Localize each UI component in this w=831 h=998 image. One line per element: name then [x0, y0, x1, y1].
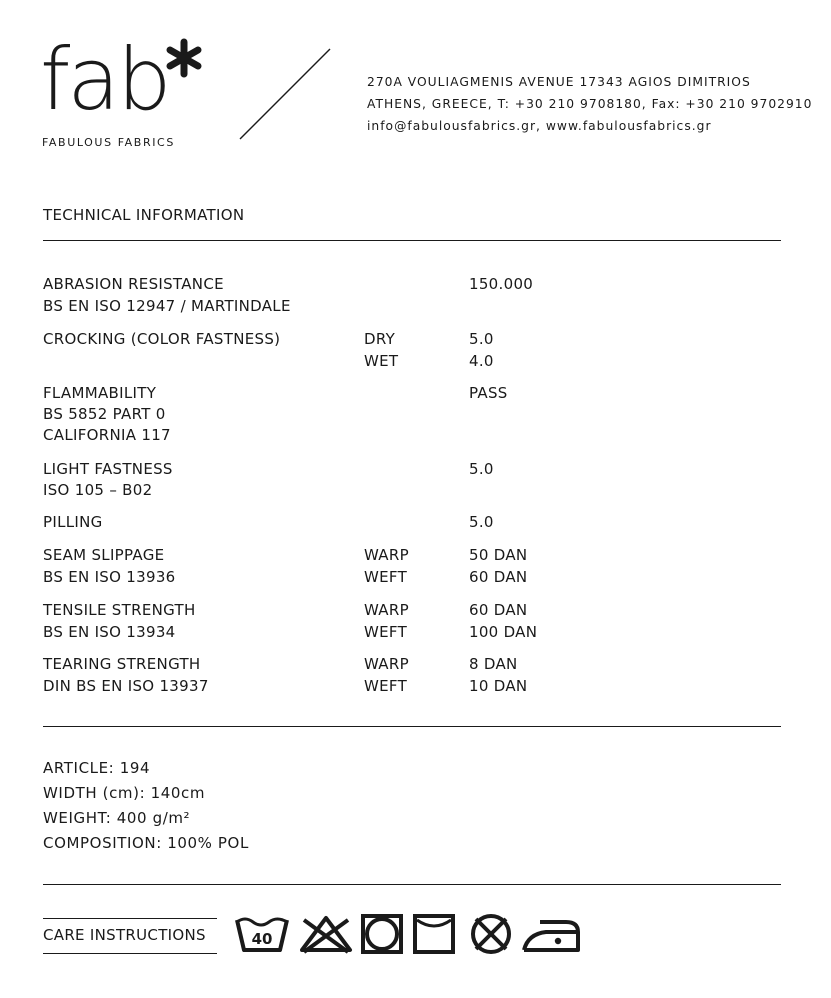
spec-condition: WARP: [364, 655, 409, 673]
do-not-dry-clean-icon: [468, 912, 514, 956]
line-dry-icon: [412, 912, 456, 956]
article-composition: COMPOSITION: 100% POL: [43, 834, 249, 852]
spec-condition: WARP: [364, 601, 409, 619]
spec-condition: DRY: [364, 330, 396, 348]
spec-value: PASS: [469, 384, 508, 402]
spec-standard: ISO 105 – B02: [43, 481, 153, 499]
spec-label: ABRASION RESISTANCE: [43, 275, 224, 293]
tumble-dry-icon: [360, 912, 404, 956]
spec-value: 5.0: [469, 460, 494, 478]
spec-condition: WEFT: [364, 568, 408, 586]
logo-wordmark: fab: [40, 30, 169, 130]
spec-value: 10 DAN: [469, 677, 528, 695]
spec-label: LIGHT FASTNESS: [43, 460, 173, 478]
spec-value: 50 DAN: [469, 546, 528, 564]
spec-value: 5.0: [469, 513, 494, 531]
article-weight: WEIGHT: 400 g/m²: [43, 809, 191, 827]
brand-tagline: FABULOUS FABRICS: [42, 136, 175, 149]
iron-low-icon: [520, 912, 582, 956]
contact-line: info@fabulousfabrics.gr, www.fabulousfabrics.gr: [367, 119, 712, 133]
spec-label: CROCKING (COLOR FASTNESS): [43, 330, 281, 348]
spec-condition: WARP: [364, 546, 409, 564]
address-line-1: 270A VOULIAGMENIS AVENUE 17343 AGIOS DIMITRIOS: [367, 75, 751, 89]
do-not-bleach-icon: [298, 912, 354, 956]
spec-label: TEARING STRENGTH: [43, 655, 201, 673]
spec-condition: WEFT: [364, 623, 408, 641]
article-width: WIDTH (cm): 140cm: [43, 784, 206, 802]
spec-value: 8 DAN: [469, 655, 518, 673]
asterisk-logo-icon: [164, 38, 204, 78]
article-number: ARTICLE: 194: [43, 759, 151, 777]
spec-value: 150.000: [469, 275, 534, 293]
spec-standard: BS 5852 PART 0: [43, 405, 166, 423]
spec-value: 5.0: [469, 330, 494, 348]
divider: [43, 240, 781, 241]
spec-label: SEAM SLIPPAGE: [43, 546, 165, 564]
spec-standard: CALIFORNIA 117: [43, 426, 171, 444]
divider: [43, 726, 781, 727]
spec-value: 4.0: [469, 352, 494, 370]
spec-standard: BS EN ISO 12947 / MARTINDALE: [43, 297, 291, 315]
spec-condition: WET: [364, 352, 399, 370]
spec-label: PILLING: [43, 513, 103, 531]
address-line-2: ATHENS, GREECE, T: +30 210 9708180, Fax: +30 210 9702910: [367, 97, 813, 111]
technical-information-title: TECHNICAL INFORMATION: [43, 206, 245, 224]
spec-value: 60 DAN: [469, 601, 528, 619]
wash-temperature: 40: [251, 930, 273, 948]
divider: [43, 884, 781, 885]
spec-value: 100 DAN: [469, 623, 538, 641]
care-instructions-label: CARE INSTRUCTIONS: [43, 926, 206, 944]
spec-label: TENSILE STRENGTH: [43, 601, 196, 619]
spec-label: FLAMMABILITY: [43, 384, 157, 402]
spec-value: 60 DAN: [469, 568, 528, 586]
spec-standard: BS EN ISO 13934: [43, 623, 176, 641]
spec-standard: BS EN ISO 13936: [43, 568, 176, 586]
spec-standard: DIN BS EN ISO 13937: [43, 677, 209, 695]
spec-condition: WEFT: [364, 677, 408, 695]
wash-40-icon: [234, 912, 290, 956]
diagonal-divider: [236, 46, 336, 142]
